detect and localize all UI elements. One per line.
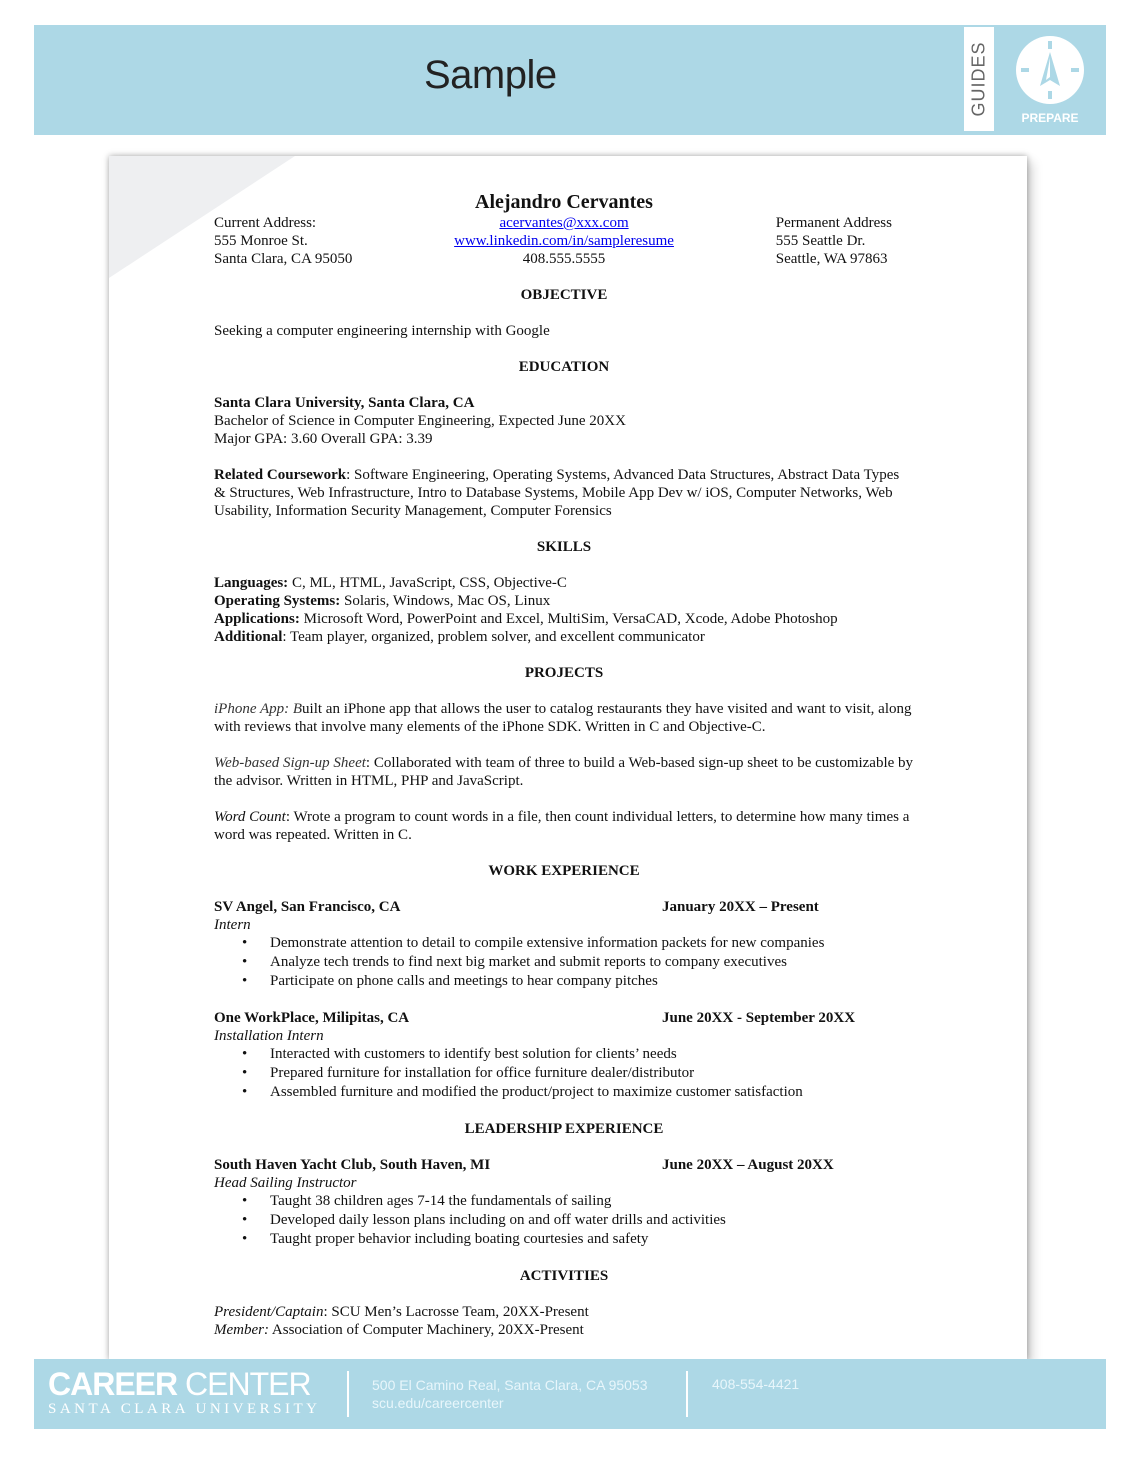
guides-label: GUIDES	[968, 41, 989, 117]
job-role: Intern	[214, 917, 251, 933]
activity-item	[214, 1321, 914, 1339]
skills-heading: SKILLS	[536, 539, 592, 555]
linkedin-link[interactable]: www.linkedin.com/in/sampleresume	[454, 233, 674, 249]
activity-text: Association of Computer Machinery, 20XX-Present	[268, 1322, 584, 1338]
university-name: SANTA CLARA UNIVERSITY	[48, 1401, 321, 1417]
footer-divider	[686, 1371, 688, 1417]
footer-divider	[347, 1371, 349, 1417]
current-address-line1: 555 Monroe St.	[214, 233, 308, 249]
job-role: Installation Intern	[214, 1028, 324, 1044]
bullet: • Assembled furniture and modified the product/project to maximize customer satisfaction	[270, 1083, 914, 1102]
permanent-address-line1: 555 Seattle Dr.	[775, 233, 866, 249]
education-heading: EDUCATION	[518, 359, 610, 375]
degree: Bachelor of Science in Computer Engineering, Expected June 20XX	[214, 413, 626, 429]
skill-value: : Team player, organized, problem solver, and excellent communicator	[282, 629, 705, 645]
activity-text: : SCU Men’s Lacrosse Team, 20XX-Present	[323, 1304, 589, 1320]
footer-website[interactable]: scu.edu/careercenter	[372, 1395, 504, 1411]
bullet: • Taught proper behavior including boating courtesies and safety	[270, 1230, 914, 1249]
coursework-list: : Software Engineering, Operating Systems, Advanced Data Structures, Abstract Data Types & Structures, Web Infrastructure, Intro to Database Systems, Mobile App Dev w/ iOS, Computer Networks, Web Usability, Information Security Management, Computer Forensics	[214, 467, 900, 519]
bullet: • Participate on phone calls and meetings to hear company pitches	[270, 972, 914, 991]
school: Santa Clara University, Santa Clara, CA	[214, 395, 475, 411]
skill-value: C, ML, HTML, JavaScript, CSS, Objective-C	[288, 575, 567, 591]
bullet: • Analyze tech trends to find next big market and submit reports to company executives	[270, 953, 914, 972]
footer-phone: 408-554-4421	[712, 1376, 800, 1392]
project-text: uilt an iPhone app that allows the user to catalog restaurants they have visited and want to visit, along with reviews that involve many elements of the iPhone SDK. Written in C and Objective-C.	[214, 701, 912, 735]
job-header	[214, 1156, 914, 1174]
footer-address-block	[372, 1376, 648, 1412]
job-org: South Haven Yacht Club, South Haven, MI	[214, 1157, 491, 1173]
job-header	[214, 898, 914, 916]
activity-title: Member:	[214, 1322, 269, 1338]
email-link[interactable]: acervantes@xxx.com	[499, 215, 629, 231]
activity-item	[214, 1303, 914, 1321]
job-header	[214, 1009, 914, 1027]
bullet: • Interacted with customers to identify best solution for clients’ needs	[270, 1045, 914, 1064]
projects-heading: PROJECTS	[524, 665, 604, 681]
job-bullets	[214, 1045, 914, 1102]
job-org: One WorkPlace, Milipitas, CA	[214, 1010, 410, 1026]
skill-additional	[214, 628, 914, 646]
skill-applications	[214, 610, 914, 628]
objective-heading: OBJECTIVE	[520, 287, 608, 303]
permanent-address-line2: Seattle, WA 97863	[775, 251, 888, 267]
job-bullets	[214, 1192, 914, 1249]
bullet: • Developed daily lesson plans including on and off water drills and activities	[270, 1211, 914, 1230]
job-dates: January 20XX – Present	[662, 899, 819, 915]
activity-title: President/Captain	[214, 1304, 324, 1320]
career-center-footer	[34, 1359, 1106, 1429]
project-title: Word Count	[214, 809, 286, 825]
project-text: : Wrote a program to count words in a file, then count individual letters, to determine how many times a word was repeated. Written in C.	[214, 809, 910, 843]
skill-label: Languages:	[214, 575, 289, 591]
guides-tab	[964, 27, 994, 131]
bullet: • Demonstrate attention to detail to compile extensive information packets for new companies	[270, 934, 914, 953]
logo-career: CAREER	[48, 1366, 178, 1402]
coursework	[214, 466, 914, 520]
leadership-heading: LEADERSHIP EXPERIENCE	[464, 1121, 664, 1137]
job-dates: June 20XX - September 20XX	[662, 1010, 856, 1026]
project-item	[214, 754, 914, 790]
permanent-address	[776, 214, 892, 268]
candidate-name: Alejandro Cervantes	[475, 191, 653, 213]
compass-icon	[1016, 36, 1084, 104]
banner-title: Sample	[424, 53, 557, 97]
job-dates: June 20XX – August 20XX	[662, 1157, 834, 1173]
project-item	[214, 808, 914, 844]
activities-heading: ACTIVITIES	[519, 1268, 609, 1284]
bullet: • Prepared furniture for installation for office furniture dealer/distributor	[270, 1064, 914, 1083]
bullet: • Taught 38 children ages 7-14 the fundamentals of sailing	[270, 1192, 914, 1211]
project-item	[214, 700, 914, 736]
project-title: iPhone App: B	[214, 701, 303, 717]
permanent-address-label: Permanent Address	[775, 215, 892, 231]
skill-value: Microsoft Word, PowerPoint and Excel, MultiSim, VersaCAD, Xcode, Adobe Photoshop	[299, 611, 838, 627]
skill-value: Solaris, Windows, Mac OS, Linux	[340, 593, 551, 609]
skill-os	[214, 592, 914, 610]
coursework-label: Related Coursework	[214, 467, 347, 483]
objective-text: Seeking a computer engineering internship with Google	[214, 323, 550, 339]
logo-center: CENTER	[177, 1366, 311, 1402]
guide-banner	[34, 25, 1106, 135]
job-role: Head Sailing Instructor	[214, 1175, 357, 1191]
gpa: Major GPA: 3.60 Overall GPA: 3.39	[214, 431, 433, 447]
project-title: Web-based Sign-up Sheet	[214, 755, 366, 771]
current-address	[214, 214, 352, 268]
work-heading: WORK EXPERIENCE	[488, 863, 640, 879]
job-org: SV Angel, San Francisco, CA	[214, 899, 401, 915]
prepare-label: PREPARE	[1021, 111, 1079, 125]
contact-info	[454, 214, 674, 268]
current-address-line2: Santa Clara, CA 95050	[214, 251, 353, 267]
job-bullets	[214, 934, 914, 991]
phone-number: 408.555.5555	[522, 251, 606, 267]
current-address-label: Current Address:	[214, 215, 317, 231]
skill-languages	[214, 574, 914, 592]
skill-label: Additional	[214, 629, 283, 645]
skill-label: Operating Systems:	[214, 593, 341, 609]
career-center-logo	[48, 1367, 311, 1401]
resume-page	[109, 156, 1027, 1360]
footer-address: 500 El Camino Real, Santa Clara, CA 95053	[372, 1377, 648, 1393]
project-text: : Collaborated with team of three to build a Web-based sign-up sheet to be customizable by the advisor. Written in HTML, PHP and JavaScript.	[214, 755, 914, 789]
resume-document	[214, 190, 914, 1339]
skill-label: Applications:	[214, 611, 300, 627]
contact-header	[214, 214, 914, 268]
